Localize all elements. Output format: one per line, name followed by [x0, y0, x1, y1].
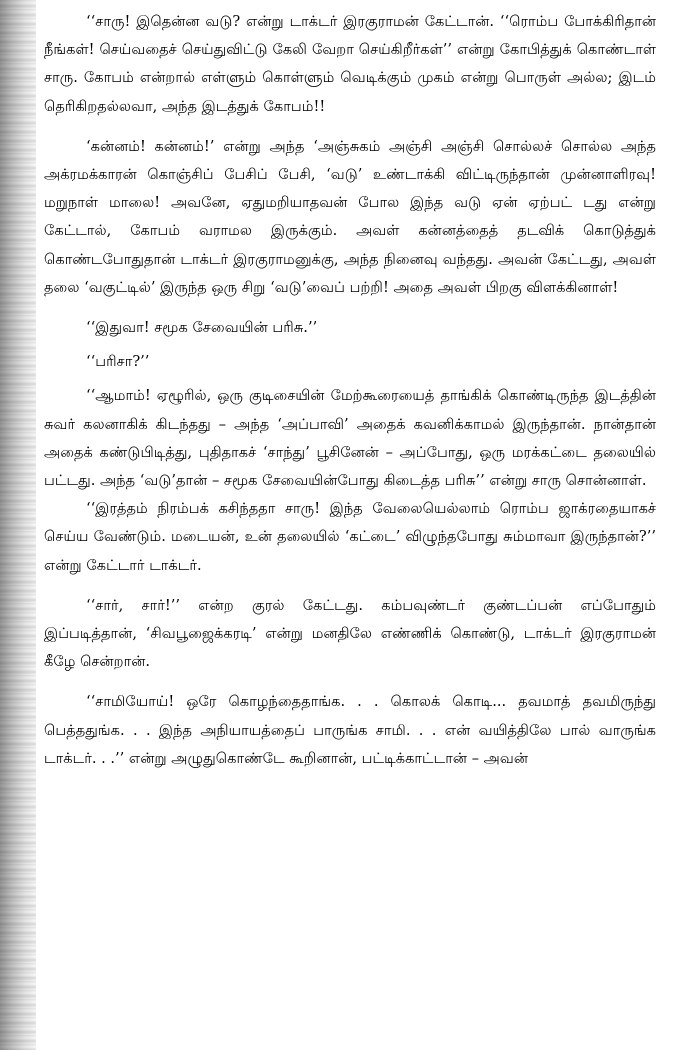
paragraph-6: ‘‘இரத்தம் நிரம்பக் கசிந்ததா சாரு! இந்த வேலையெல்லாம் ரொம்ப ஜாக்ரதையாகச் செய்ய வேண்டும். மடையன், உன் தலையில் ‘கட்டை’ விழுந்தபோது சும்மாவா இருந்தான்?’’ என்று கேட்டார் டாக்டர். — [44, 500, 656, 574]
page-binding-edge — [0, 0, 36, 1050]
paragraph-1: ‘‘சாரு! இதென்ன வடு? என்று டாக்டர் இரகுராமன் கேட்டான். ‘‘ரொம்ப போக்கிரிதான் நீங்கள்! செய்வதைச் செய்துவிட்டு கேலி வேறா செய்கிறீர்கள்’’ என்று கோபித்துக் கொண்டாள் சாரு. கோபம் என்றால் எள்ளும் கொள்ளும் வெடிக்கும் முகம் என்று பொருள் அல்ல; இடம் தெரிகிறதல்லவா, அந்த இடத்துக் கோபம்!! — [44, 13, 656, 115]
page-text-body — [44, 8, 656, 773]
paragraph-3: ‘‘இதுவா! சமூக சேவையின் பரிசு.’’ — [86, 319, 318, 337]
paragraph-5: ‘‘ஆமாம்! ஏழூரில், ஒரு குடிசையின் மேற்கூரையைத் தாங்கிக் கொண்டிருந்த இடத்தின் சுவர் கலனாகிக் கிடந்தது – அந்த ‘அப்பாவி’ அதைக் கவனிக்காமல் இருந்தான். நான்தான் அதைக் கண்டுபிடித்து, புதிதாகச் ‘சாந்து’ பூசினேன் – அப்போது, ஒரு மரக்கட்டை தலையில் பட்டது. அந்த ‘வடு’தான் – சமூக சேவையின்போது கிடைத்த பரிசு’’ என்று சாரு சொன்னாள். — [44, 387, 656, 490]
paragraph-8: ‘‘சாமியோய்! ஒரே கொழந்தைதாங்க. . . கொலக் கொடி... தவமாத் தவமிருந்து பெத்ததுங்க. . . இந்த அநியாயத்தைப் பாருங்க சாமி. . . என் வயித்திலே பால் வாருங்க டாக்டர். . .’’ என்று அழுதுகொண்டே கூறினான், பட்டிக்காட்டான் – அவன் — [44, 693, 656, 767]
paragraph-4: ‘‘பரிசா?’’ — [86, 353, 150, 371]
paragraph-7: ‘‘சார், சார்!’’ என்ற குரல் கேட்டது. கம்பவுண்டர் குண்டப்பன் எப்போதும் இப்படித்தான், ‘சிவபூஜைக்கரடி’ என்று மனதிலே எண்ணிக் கொண்டு, டாக்டர் இரகுராமன் கீழே சென்றான். — [44, 596, 656, 671]
paragraph-2: ‘கன்னம்! கன்னம்!’ என்று அந்த ‘அஞ்சுகம் அஞ்சி அஞ்சி சொல்லச் சொல்ல அந்த அக்ரமக்காரன் கொஞ்சிப் பேசிப் பேசி, ‘வடு’ உண்டாக்கி விட்டிருந்தான் முன்னாளிரவு! மறுநாள் மாலை! அவனே, ஏதுமறியாதவன் போல இந்த வடு ஏன் ஏற்பட் டது என்று கேட்டால், கோபம் வராமல இருக்கும். அவள் கன்னத்தைத் தடவிக் கொடுத்துக் கொண்டபோதுதான் டாக்டர் இரகுராமனுக்கு, அந்த நினைவு வந்தது. அவன் கேட்டது, அவள் தலை ‘வகுட்டில்’ இருந்த ஒரு சிறு ‘வடு’வைப் பற்றி! அதை அவள் பிறகு விளக்கினாள்! — [44, 137, 656, 296]
